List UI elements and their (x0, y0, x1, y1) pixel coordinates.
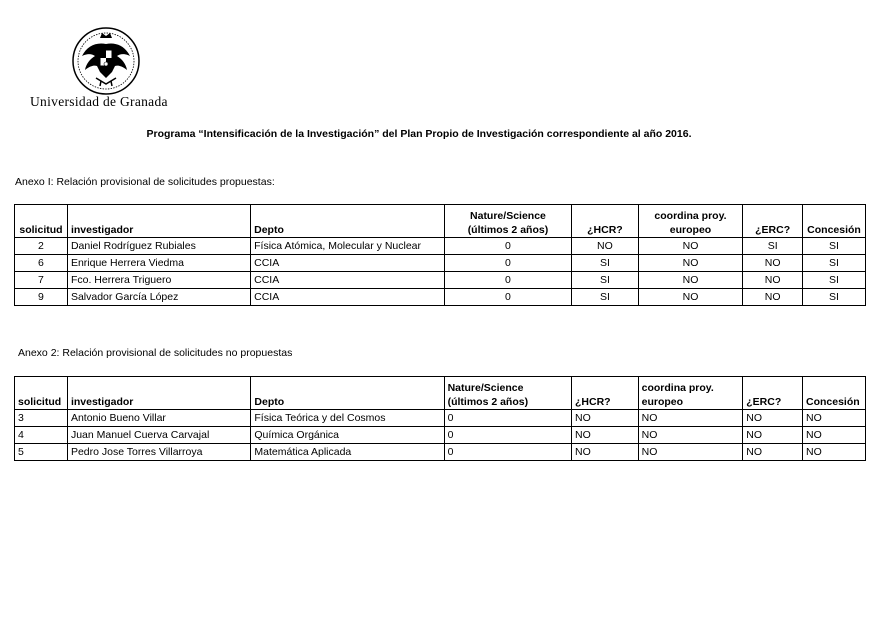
cell-depto: CCIA (251, 255, 445, 272)
cell-coordina: NO (638, 444, 743, 461)
header-solicitud: solicitud (15, 205, 68, 238)
header-coordina (638, 377, 743, 410)
table-row (15, 444, 866, 461)
non-proposed-applications-table (14, 376, 866, 461)
header-concesion: Concesión (802, 377, 865, 410)
cell-coordina: NO (638, 255, 743, 272)
cell-nature: 0 (444, 427, 571, 444)
cell-concesion: NO (802, 427, 865, 444)
cell-erc: NO (743, 444, 803, 461)
header-coordina-line1: coordina proy. (654, 210, 727, 222)
cell-concesion: SI (803, 255, 866, 272)
cell-nature: 0 (444, 272, 571, 289)
cell-investigador: Pedro Jose Torres Villarroya (67, 444, 250, 461)
cell-erc: NO (743, 255, 803, 272)
university-seal-logo (70, 26, 142, 96)
header-hcr: ¿HCR? (571, 377, 638, 410)
cell-nature: 0 (444, 444, 571, 461)
cell-erc: NO (743, 289, 803, 306)
cell-depto: CCIA (251, 289, 445, 306)
cell-investigador: Fco. Herrera Triguero (67, 272, 250, 289)
cell-hcr: SI (572, 255, 639, 272)
cell-investigador: Juan Manuel Cuerva Carvajal (67, 427, 250, 444)
cell-coordina: NO (638, 289, 743, 306)
table-row (15, 410, 866, 427)
cell-hcr: NO (571, 444, 638, 461)
cell-nature: 0 (444, 410, 571, 427)
cell-coordina: NO (638, 410, 743, 427)
table-header-row (15, 205, 866, 238)
cell-solicitud: 5 (15, 444, 68, 461)
header-coordina-line1: coordina proy. (641, 382, 714, 394)
table-row (15, 272, 866, 289)
header-coordina-line2: europeo (669, 224, 712, 236)
table-row (15, 427, 866, 444)
header-investigador: investigador (67, 205, 250, 238)
cell-solicitud: 6 (15, 255, 68, 272)
cell-investigador: Antonio Bueno Villar (67, 410, 250, 427)
header-hcr: ¿HCR? (572, 205, 639, 238)
cell-erc: NO (743, 427, 803, 444)
table-header-row (15, 377, 866, 410)
cell-coordina: NO (638, 272, 743, 289)
cell-hcr: NO (572, 238, 639, 255)
cell-coordina: NO (638, 427, 743, 444)
header-nature-line2: (últimos 2 años) (447, 396, 529, 408)
header-concesion: Concesión (803, 205, 866, 238)
cell-concesion: SI (803, 289, 866, 306)
cell-concesion: NO (802, 410, 865, 427)
header-depto: Depto (251, 205, 445, 238)
header-depto: Depto (251, 377, 444, 410)
proposed-applications-table (14, 204, 866, 306)
cell-investigador: Salvador García López (67, 289, 250, 306)
cell-nature: 0 (444, 255, 571, 272)
header-erc: ¿ERC? (743, 205, 803, 238)
header-coordina (638, 205, 743, 238)
cell-investigador: Enrique Herrera Viedma (67, 255, 250, 272)
cell-concesion: SI (803, 238, 866, 255)
cell-depto: Matemática Aplicada (251, 444, 444, 461)
cell-erc: SI (743, 238, 803, 255)
university-name: Universidad de Granada (30, 94, 168, 109)
header-erc: ¿ERC? (743, 377, 803, 410)
cell-hcr: SI (572, 289, 639, 306)
cell-coordina: NO (638, 238, 743, 255)
document-title: Programa “Intensificación de la Investigación” del Plan Propio de Investigación correspondiente al año 2016. (146, 128, 692, 140)
table-row (15, 238, 866, 255)
header-nature-science (444, 205, 571, 238)
cell-concesion: NO (802, 444, 865, 461)
cell-concesion: SI (803, 272, 866, 289)
header-investigador: investigador (67, 377, 250, 410)
table-row (15, 289, 866, 306)
header-nature-line2: (últimos 2 años) (467, 224, 549, 236)
cell-solicitud: 2 (15, 238, 68, 255)
annex2-title: Anexo 2: Relación provisional de solicitudes no propuestas (18, 347, 293, 359)
header-solicitud: solicitud (15, 377, 68, 410)
cell-nature: 0 (444, 238, 571, 255)
cell-hcr: NO (571, 410, 638, 427)
header-coordina-line2: europeo (641, 396, 684, 408)
header-nature-science (444, 377, 571, 410)
cell-depto: Física Teórica y del Cosmos (251, 410, 444, 427)
cell-hcr: NO (571, 427, 638, 444)
header-nature-line1: Nature/Science (447, 382, 524, 394)
table-row (15, 255, 866, 272)
cell-investigador: Daniel Rodríguez Rubiales (67, 238, 250, 255)
cell-hcr: SI (572, 272, 639, 289)
cell-depto: Física Atómica, Molecular y Nuclear (251, 238, 445, 255)
annex1-title: Anexo I: Relación provisional de solicitudes propuestas: (15, 176, 275, 188)
cell-erc: NO (743, 410, 803, 427)
cell-erc: NO (743, 272, 803, 289)
cell-nature: 0 (444, 289, 571, 306)
header-nature-line1: Nature/Science (470, 210, 546, 222)
cell-solicitud: 9 (15, 289, 68, 306)
cell-depto: CCIA (251, 272, 445, 289)
cell-depto: Química Orgánica (251, 427, 444, 444)
cell-solicitud: 7 (15, 272, 68, 289)
cell-solicitud: 3 (15, 410, 68, 427)
cell-solicitud: 4 (15, 427, 68, 444)
